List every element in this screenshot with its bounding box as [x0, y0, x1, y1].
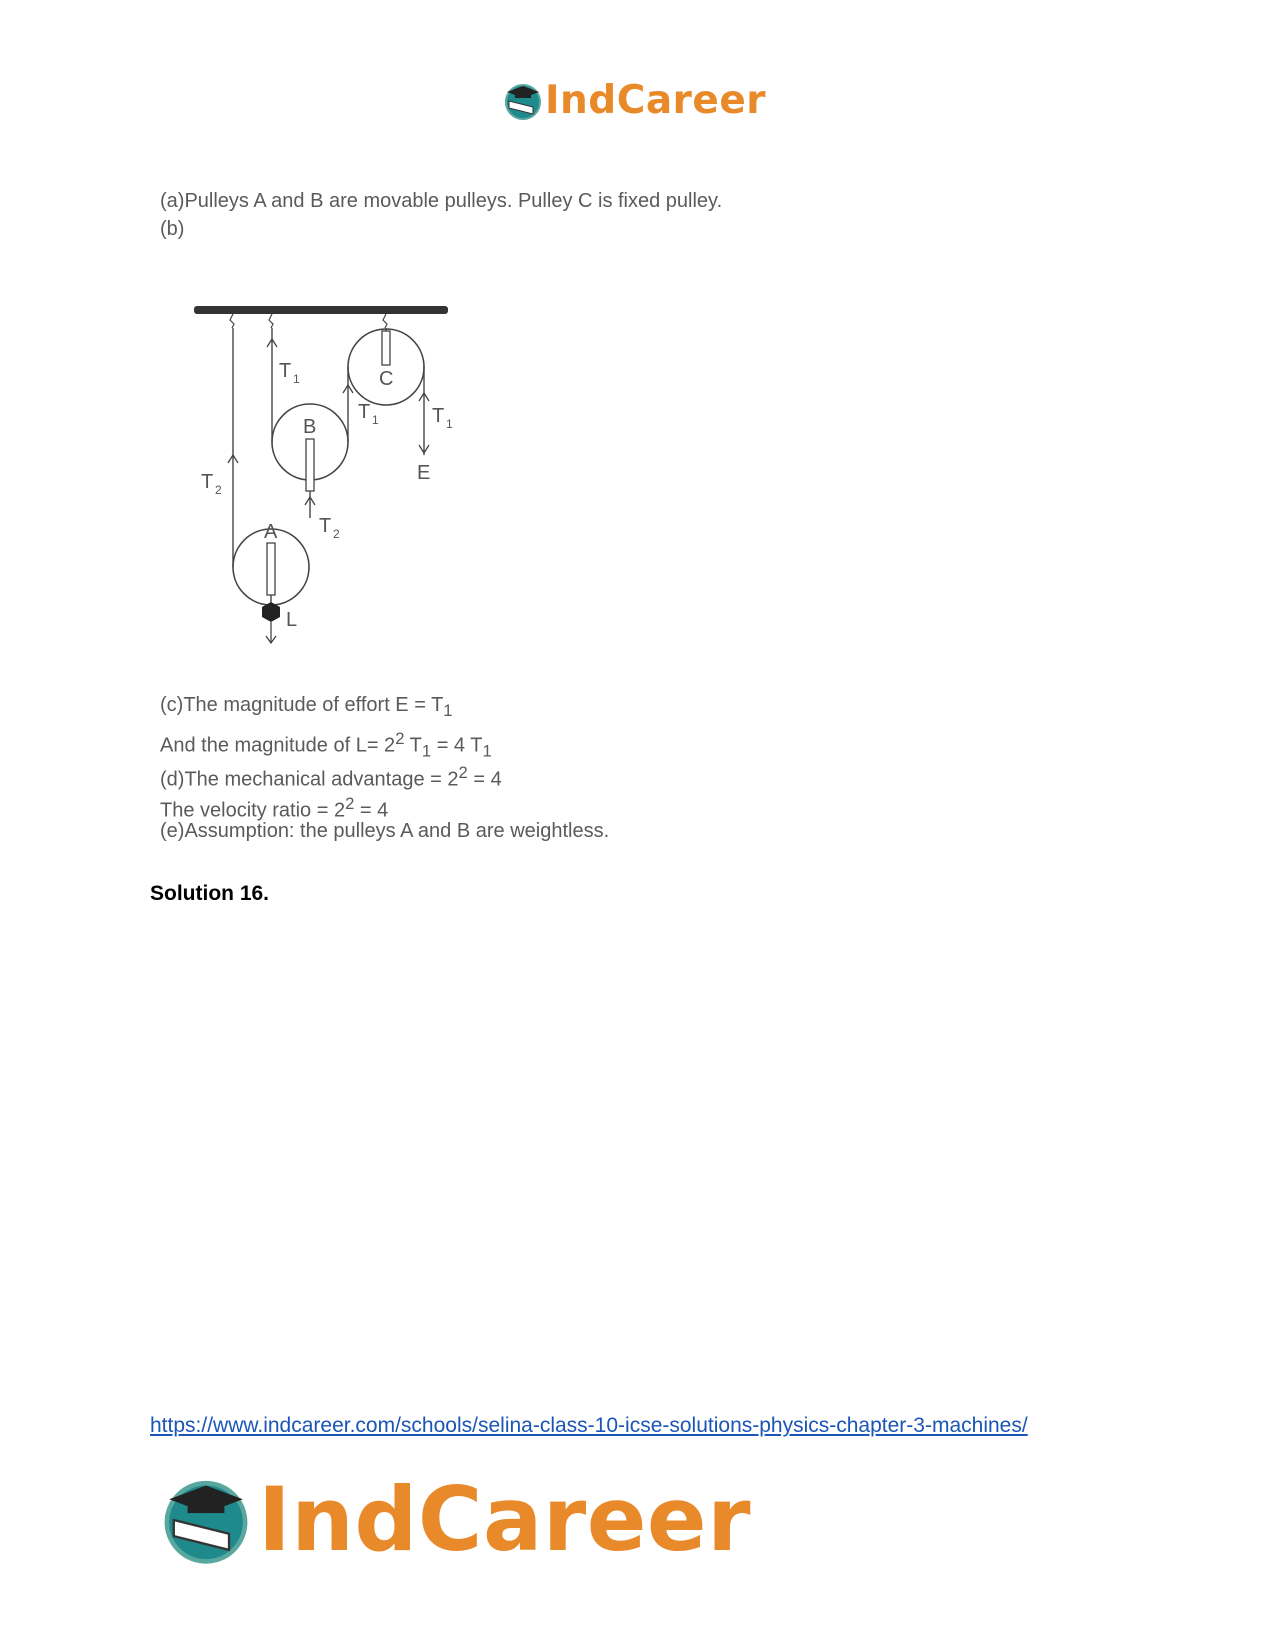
- answer-e: (e)Assumption: the pulleys A and B are weightless.: [160, 820, 610, 842]
- header-logo: [503, 78, 766, 123]
- label-t2-left-sub: 2: [215, 483, 222, 497]
- answer-c-load: And the magnitude of $L= 2^2$ $T_1 = 4$ $T_1$: [160, 729, 492, 761]
- graduation-cap-book-icon: [503, 81, 543, 121]
- answer-b-label: (b): [160, 218, 185, 240]
- solution-heading: Solution 16.: [150, 882, 270, 905]
- pulley-system-diagram: [180, 295, 480, 675]
- answers-block: [160, 688, 609, 844]
- ceiling-bar: [194, 306, 448, 314]
- answer-velocity-ratio: The velocity ratio = $2^2 = 4$: [160, 794, 389, 822]
- label-t2-right-sub: 2: [333, 527, 340, 541]
- label-t1-right-of-b-sub: 1: [372, 413, 379, 427]
- source-url-link[interactable]: https://www.indcareer.com/schools/selina-class-10-icse-solutions-physics-chapter-3-machines/: [150, 1414, 1028, 1437]
- logo-wordmark: IndCareer: [258, 1468, 752, 1571]
- label-t1-top-sub: 1: [293, 372, 300, 386]
- label-t2-left: T: [201, 471, 214, 493]
- label-t1-effort: T: [432, 405, 445, 427]
- answer-d: (d)The mechanical advantage = $2^2 = 4$: [160, 763, 502, 791]
- logo-wordmark: IndCareer: [545, 78, 766, 123]
- graduation-cap-book-icon: [160, 1474, 252, 1566]
- answer-a: (a)Pulleys A and B are movable pulleys. Pulley C is fixed pulley.: [160, 190, 723, 212]
- label-t1-right-of-b: T: [358, 401, 371, 423]
- label-t1-effort-sub: 1: [446, 417, 453, 431]
- label-load: L: [286, 609, 298, 631]
- label-t1-top: T: [279, 360, 292, 382]
- label-pulley-a: A: [264, 521, 278, 543]
- label-t2-right: T: [319, 515, 332, 537]
- label-effort: E: [417, 462, 431, 484]
- label-pulley-c: C: [379, 368, 394, 390]
- answer-c: (c)The magnitude of effort $E = T_1$: [160, 694, 453, 720]
- label-pulley-b: B: [303, 416, 317, 438]
- footer-logo: [160, 1468, 751, 1571]
